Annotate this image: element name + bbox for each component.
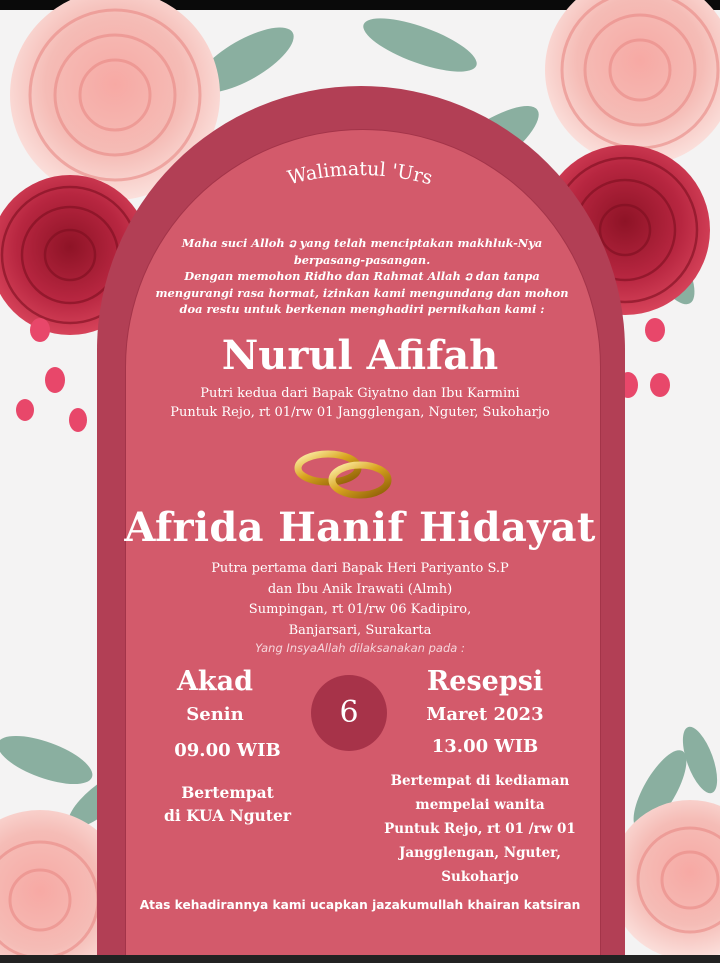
wedding-rings-icon	[290, 444, 400, 506]
bottom-bar-strip	[0, 955, 720, 963]
groom-info	[170, 559, 550, 641]
bride-name: Nurul Afifah	[221, 332, 499, 379]
intro-line: Dengan memohon Ridho dan Rahmat Allah ວ dan tanpa	[184, 269, 540, 283]
akad-time: 09.00 WIB	[174, 740, 281, 761]
resepsi-place-line: Puntuk Rejo, rt 01 /rw 01	[384, 821, 576, 837]
heading-walimatul-urs	[240, 145, 480, 215]
intro-line: doa restu untuk berkenan menghadiri pernikahan kami :	[179, 302, 545, 316]
closing-text: Atas kehadirannya kami ucapkan jazakumullah khairan katsiran	[139, 898, 581, 912]
groom-parents: Putra pertama dari Bapak Heri Pariyanto S.P	[211, 561, 509, 576]
akad-day: Senin	[186, 704, 244, 725]
resepsi-title: Resepsi	[426, 666, 544, 697]
akad-place-line: di KUA Nguter	[164, 806, 291, 825]
groom-name: Afrida Hanif Hidayat	[124, 504, 596, 551]
resepsi-time: 13.00 WIB	[431, 736, 539, 757]
resepsi-place-line: Sukoharjo	[441, 869, 519, 885]
resepsi-place	[370, 769, 590, 889]
groom-address: Sumpingan, rt 01/rw 06 Kadipiro,	[248, 602, 472, 617]
resepsi-date: Maret 2023	[426, 704, 544, 725]
resepsi-place-line: mempelai wanita	[415, 797, 545, 813]
intro-line: berpasang-pasangan.	[293, 252, 431, 267]
intro-line: mengurangi rasa hormat, izinkan kami mengundang dan mohon	[155, 285, 569, 300]
date-number-badge: 6	[311, 675, 387, 751]
groom-parents-cont: dan Ibu Anik Irawati (Almh)	[267, 581, 453, 597]
bride-address: Puntuk Rejo, rt 01/rw 01 Jangglengan, Nguter, Sukoharjo	[170, 405, 550, 420]
intro-text	[150, 235, 574, 318]
groom-address-cont: Banjarsari, Surakarta	[288, 622, 432, 638]
akad-title: Akad	[176, 666, 254, 697]
bride-parents: Putri kedua dari Bapak Giyatno dan Ibu Karmini	[200, 386, 520, 401]
svg-text:Walimatul 'Urs: Walimatul 'Urs	[285, 157, 435, 190]
intro-line: Maha suci Alloh ວ yang telah menciptakan makhluk-Nya	[181, 236, 543, 250]
event-intro: Yang InsyaAllah dilaksanakan pada :	[255, 641, 465, 655]
resepsi-place-line: Jangglengan, Nguter,	[398, 845, 561, 861]
akad-place-line: Bertempat	[181, 783, 274, 802]
bride-info	[140, 384, 580, 422]
resepsi-place-line: Bertempat di kediaman	[390, 773, 570, 789]
akad-place	[145, 781, 310, 827]
